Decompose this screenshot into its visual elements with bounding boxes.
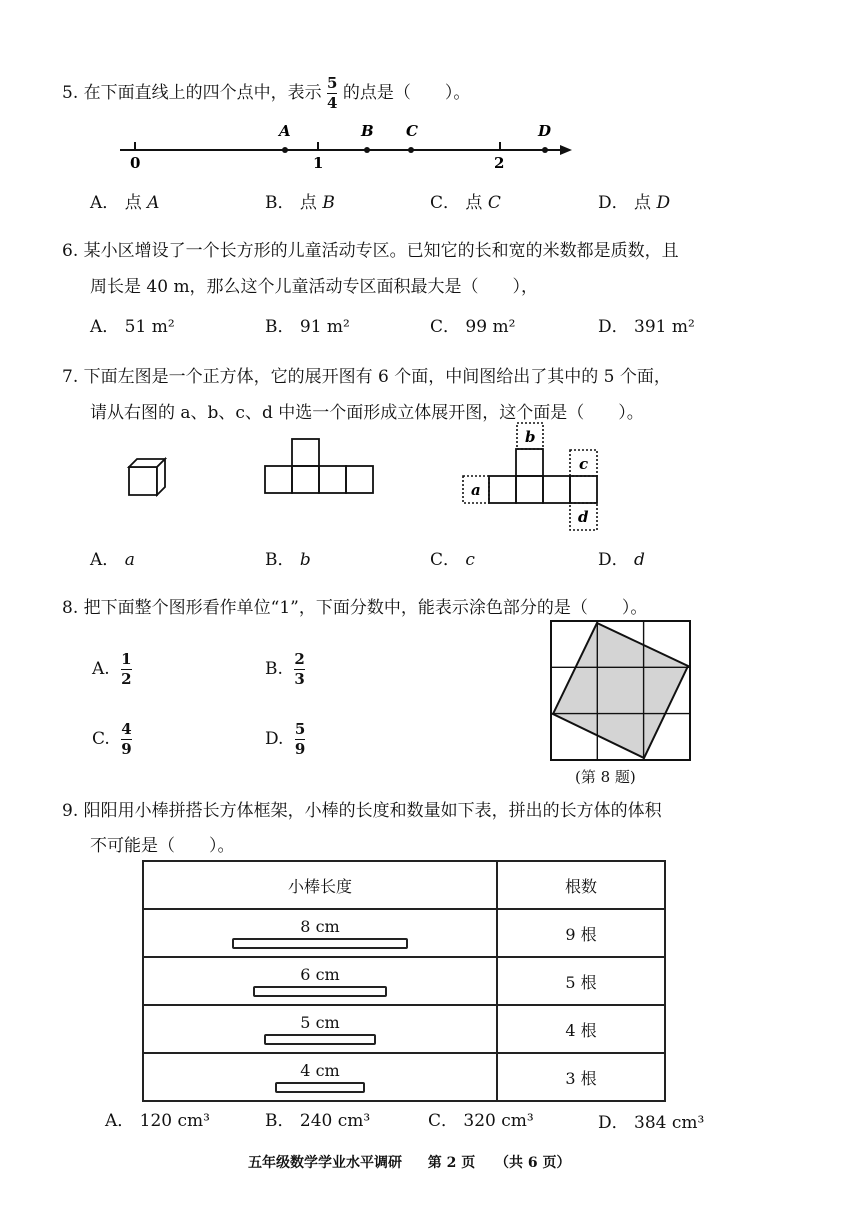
footer-total: （共 6 页） [495,1155,571,1171]
q7-option-a[interactable]: A． a [90,550,135,570]
face-label-d: d [578,508,589,526]
q6-line2: 周长是 40 m，那么这个儿童活动专区面积最大是（ ）， [90,277,539,297]
axis-label-2: 2 [494,154,505,172]
count-cell: 9 根 [497,909,665,957]
count-cell: 5 根 [497,957,665,1005]
q8-option-b[interactable]: B. $\frac{2}{3}$ [265,650,305,688]
face-label-a: a [471,481,481,499]
q9-option-b[interactable]: B． 240 cm³ [265,1111,371,1131]
q5-option-a[interactable]: A． 点 A [90,193,160,213]
partial-net [262,436,377,498]
point-label-d: D [538,122,552,140]
grid-figure [548,618,694,764]
q9-option-d[interactable]: D． 384 cm³ [598,1113,705,1133]
stick-label: 8 cm [300,917,340,936]
point-c [408,147,414,153]
stick-label: 6 cm [300,965,340,984]
q6-option-c[interactable]: C． 99 m² [430,317,516,337]
sticks-table [142,860,666,1102]
header-length: 小棒长度 [143,861,497,909]
table-header-row [143,861,665,909]
q8-option-d[interactable]: D. $\frac{5}{9}$ [265,720,306,758]
q6-option-d[interactable]: D． 391 m² [598,317,695,337]
q6-line1: 6. 某小区增设了一个长方形的儿童活动专区。已知它的长和宽的米数都是质数，且 [62,241,679,261]
count-cell: 3 根 [497,1053,665,1101]
point-label-a: A [279,122,291,140]
q5-fraction [327,76,337,111]
stick-label: 4 cm [300,1061,340,1080]
point-label-c: C [406,122,418,140]
table-row [143,957,665,1005]
q8-caption: (第 8 题) [575,768,636,786]
q5-option-b[interactable]: B． 点 B [265,193,335,213]
table-row [143,909,665,957]
q7-line2: 请从右图的 a、b、c、d 中选一个面形成立体展开图，这个面是（ ）。 [90,403,644,423]
point-a [282,147,288,153]
q9-option-c[interactable]: C． 320 cm³ [428,1111,534,1131]
stick-5cm [264,1034,376,1045]
q7-line1: 7. 下面左图是一个正方体，它的展开图有 6 个面，中间图给出了其中的 5 个面， [62,367,671,387]
footer-title: 五年级数学学业水平调研 [248,1155,402,1171]
table-row [143,1005,665,1053]
header-count: 根数 [497,861,665,909]
count-cell: 4 根 [497,1005,665,1053]
q5-option-c[interactable]: C． 点 C [430,193,501,213]
q9-option-a[interactable]: A． 120 cm³ [105,1111,210,1131]
axis-label-1: 1 [313,154,324,172]
q8-option-a[interactable]: A. $\frac{1}{2}$ [92,650,132,688]
q7-option-c[interactable]: C． c [430,550,475,570]
q6-option-b[interactable]: B． 91 m² [265,317,350,337]
q6-option-a[interactable]: A． 51 m² [90,317,175,337]
footer-page: 第 2 页 [427,1155,476,1171]
page-footer [248,1152,571,1172]
stick-8cm [232,938,408,949]
q8-option-c[interactable]: C. $\frac{4}{9}$ [92,720,132,758]
q8-stem: 8. 把下面整个图形看作单位“1”，下面分数中，能表示涂色部分的是（ ）。 [62,598,648,618]
stick-6cm [253,986,387,997]
number-line [110,118,590,178]
q5-option-d[interactable]: D． 点 D [598,193,671,213]
cube-figure [125,455,170,500]
q7-option-d[interactable]: D． d [598,550,645,570]
table-row [143,1053,665,1101]
face-label-b: b [525,428,536,446]
net-with-choices [460,420,605,535]
q5-text-before: 在下面直线上的四个点中，表示 [83,83,322,103]
point-d [542,147,548,153]
q5-frac-num: 5 [327,74,338,92]
axis-label-0: 0 [130,154,141,172]
q5-frac-den: 4 [327,94,338,112]
q5-number: 5. [62,83,79,103]
point-b [364,147,370,153]
q7-option-b[interactable]: B． b [265,550,311,570]
q5-stem [62,76,470,111]
stick-4cm [275,1082,365,1093]
q9-line1: 9. 阳阳用小棒拼搭长方体框架，小棒的长度和数量如下表，拼出的长方体的体积 [62,801,662,821]
stick-label: 5 cm [300,1013,340,1032]
point-label-b: B [361,122,374,140]
q5-text-after: 的点是（ ）。 [342,83,471,103]
face-label-c: c [579,455,589,473]
q9-line2: 不可能是（ ）。 [90,836,235,856]
